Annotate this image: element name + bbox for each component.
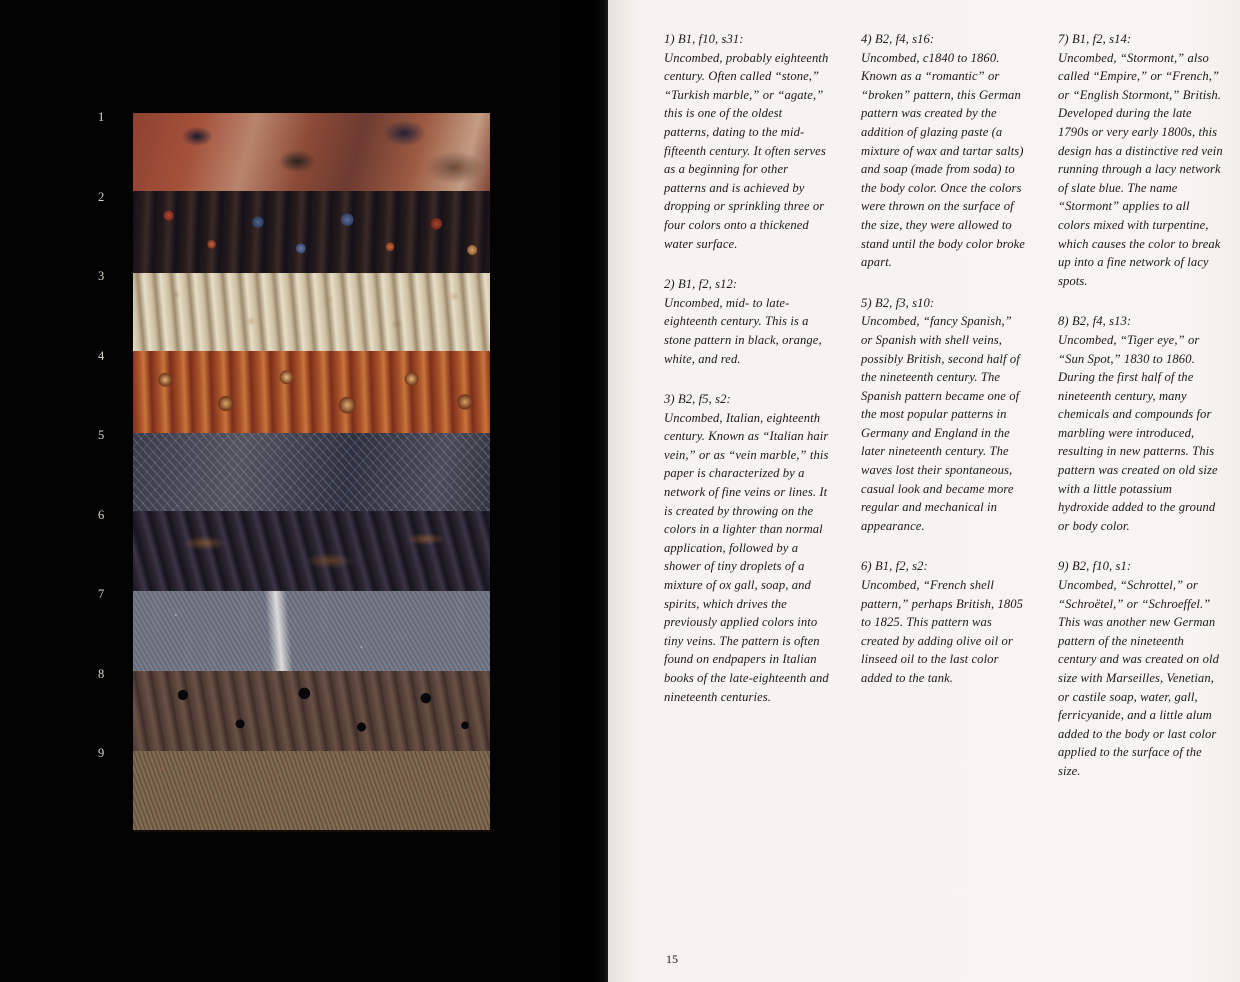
page-number: 15 [666,952,678,966]
caption-entry-body: Uncombed, “French shell pattern,” perhaps British, 1805 to 1825. This pattern was created by adding olive oil or linseed oil to the last color added to the tank. [861,578,1024,685]
right-page-text [608,0,1240,982]
caption-entry [1058,557,1223,780]
plate-number: 6 [98,507,105,522]
plate-number: 9 [98,746,105,760]
caption-entry-head: 7) B1, f2, s14: [1058,32,1132,46]
caption-entry-head: 1) B1, f10, s31: [664,32,744,46]
caption-entry-head: 9) B2, f10, s1: [1058,559,1132,574]
caption-entry-body: Uncombed, Italian, eighteenth century. Known as “Italian hair vein,” or as “vein marble,” this paper is characterized by a network of fine veins or lines. It is created by throwing on the colors in a lighter than normal application, followed by a shower of tiny droplets of a mixture of ox gall, soap, and spirits, which drives the previously applied colors into tiny veins. The pattern is often found on endpapers in Italian books of the late-eighteenth and nineteenth centuries. [664,410,829,704]
caption-entry-body: Uncombed, c1840 to 1860. Known as a “romantic” or “broken” pattern, this German pattern was created by the addition of glazing paste (a mixture of wax and tartar salts) and soap (made from soda) to the body color. Once the colors were thrown on the surface of the size, they were allowed to stand until the body color broke apart. [861,50,1025,270]
plate-number: 8 [98,666,105,681]
caption-columns [664,30,1224,803]
caption-entry-head: 3) B2, f5, s2: [664,392,731,407]
plate-number: 3 [98,269,105,283]
plate-number: 7 [98,587,105,601]
marbled-sample-6 [133,511,490,591]
marbled-sample-4 [133,351,490,433]
marbled-sample-1 [133,113,490,191]
caption-entry-body: Uncombed, mid- to late-eighteenth century. This is a stone pattern in black, orange, white, and red. [664,295,822,366]
plate-number: 5 [98,428,105,442]
caption-entry-head: 5) B2, f3, s10: [861,295,935,310]
caption-entry-head: 6) B1, f2, s2: [861,559,928,574]
caption-entry-head: 4) B2, f4, s16: [861,32,935,46]
caption-entry [861,294,1026,536]
caption-entry [1058,30,1223,290]
caption-column-3 [1058,30,1223,803]
marbled-sample-8 [133,671,490,751]
plate-number: 1 [98,110,105,124]
caption-entry-body: Uncombed, “Schrottel,” or “Schroëtel,” or “Schroeffel.” This was another new German pattern of the nineteenth century and was created on old size with Marseilles, Venetian, or castile soap, water, gall, ferricyanide, and a little alum added to the body or last color applied to the surface of the size. [1058,578,1219,778]
marbled-sample-9 [133,751,490,830]
caption-entry-head: 2) B1, f2, s12: [664,277,738,292]
caption-entry [861,30,1026,272]
caption-column-1 [664,30,829,803]
caption-entry-body: Uncombed, “Tiger eye,” or “Sun Spot,” 1830 to 1860. During the first half of the nineteenth century, many chemicals and compounds for marbling were introduced, resulting in new patterns. This pattern was created on old size with a little potassium hydroxide added to the ground or body color. [1058,332,1218,533]
caption-entry [1058,312,1223,535]
marbled-sample-3 [133,273,490,351]
caption-entry [861,557,1026,687]
plate-number-list [98,110,120,826]
plate-number: 2 [98,189,105,204]
marbled-sample-5 [133,433,490,511]
caption-entry-body: Uncombed, probably eighteenth century. Often called “stone,” “Turkish marble,” or “agate,” this is one of the oldest patterns, dating to the mid-fifteenth century. It often serves as a beginning for other patterns and is achieved by dropping or sprinkling three or four colors onto a thickened water surface. [664,50,829,251]
caption-entry-head: 8) B2, f4, s13: [1058,314,1132,329]
caption-column-2 [861,30,1026,803]
caption-entry-body: Uncombed, “Stormont,” also called “Empire,” or “French,” or “English Stormont,” British. Developed during the late 1790s or very early 1800s, this design has a distinctive red vein running through a lacy network of slate blue. The name “Stormont” applies to all colors mixed with turpentine, which causes the color to break up into a fine network of lacy spots. [1058,50,1223,288]
plate-number: 4 [98,348,105,363]
marbled-paper-plate [133,113,490,832]
caption-entry [664,275,829,368]
caption-entry [664,30,829,253]
left-page-plate [0,0,600,982]
caption-entry [664,390,829,706]
caption-entry-body: Uncombed, “fancy Spanish,” or Spanish with shell veins, possibly British, second half of the nineteenth century. The Spanish pattern became one of the most popular patterns in Germany and England in the later nineteenth century. The waves lost their spontaneous, casual look and became more regular and mechanical in appearance. [861,314,1020,533]
marbled-sample-7 [133,591,490,671]
marbled-sample-2 [133,191,490,273]
